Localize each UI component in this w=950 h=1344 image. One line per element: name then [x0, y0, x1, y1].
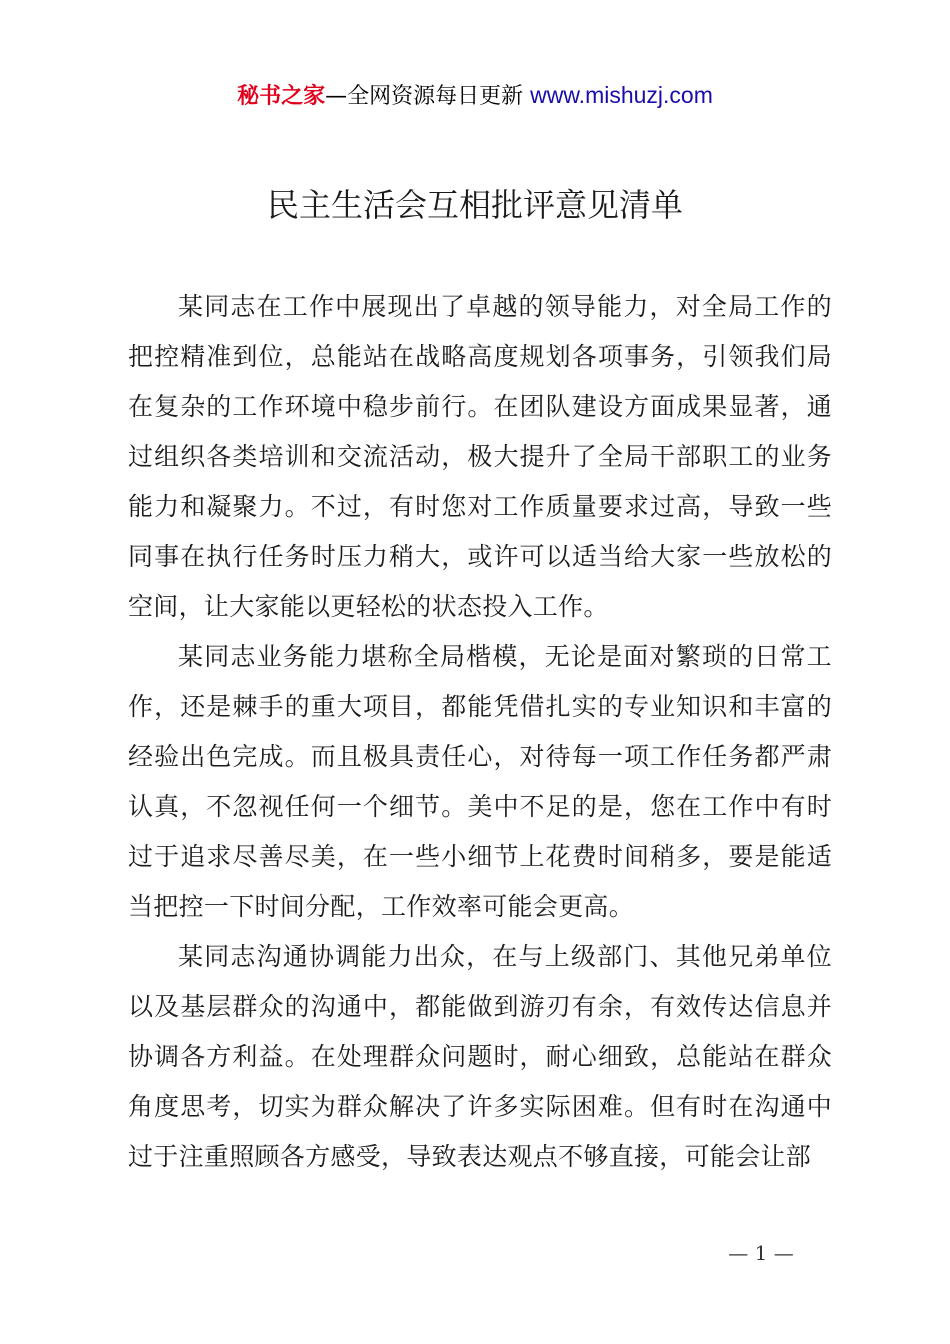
paragraph: 某同志业务能力堪称全局楷模，无论是面对繁琐的日常工作，还是棘手的重大项目，都能凭借扎实的专业知识和丰富的经验出色完成。而且极具责任心，对待每一项工作任务都严肃认真，不忽视任何一个细节。美中不足的是，您在工作中有时过于追求尽善尽美，在一些小细节上花费时间稍多，要是能适当把控一下时间分配，工作效率可能会更高。	[128, 642, 832, 921]
paragraph: 某同志在工作中展现出了卓越的领导能力，对全局工作的把控精准到位，总能站在战略高度规划各项事务，引领我们局在复杂的工作环境中稳步前行。在团队建设方面成果显著，通过组织各类培训和交流活动，极大提升了全局干部职工的业务能力和凝聚力。不过，有时您对工作质量要求过高，导致一些同事在执行任务时压力稍大，或许可以适当给大家一些放松的空间，让大家能以更轻松的状态投入工作。	[128, 292, 832, 621]
site-url-link[interactable]: www.mishuzj.com	[530, 82, 713, 108]
paragraph: 某同志沟通协调能力出众，在与上级部门、其他兄弟单位以及基层群众的沟通中，都能做到游刃有余，有效传达信息并协调各方利益。在处理群众问题时，耐心细致，总能站在群众角度思考，切实为群众解决了许多实际困难。但有时在沟通中过于注重照顾各方感受，导致表达观点不够直接，可能会让部	[128, 942, 832, 1171]
site-header	[0, 78, 950, 114]
document-title: 民主生活会互相批评意见清单	[266, 186, 683, 224]
site-tagline: —全网资源每日更新	[325, 84, 531, 109]
document-body	[128, 282, 832, 1182]
site-brand: 秘书之家	[237, 84, 326, 109]
page-number: — 1 —	[728, 1241, 794, 1265]
